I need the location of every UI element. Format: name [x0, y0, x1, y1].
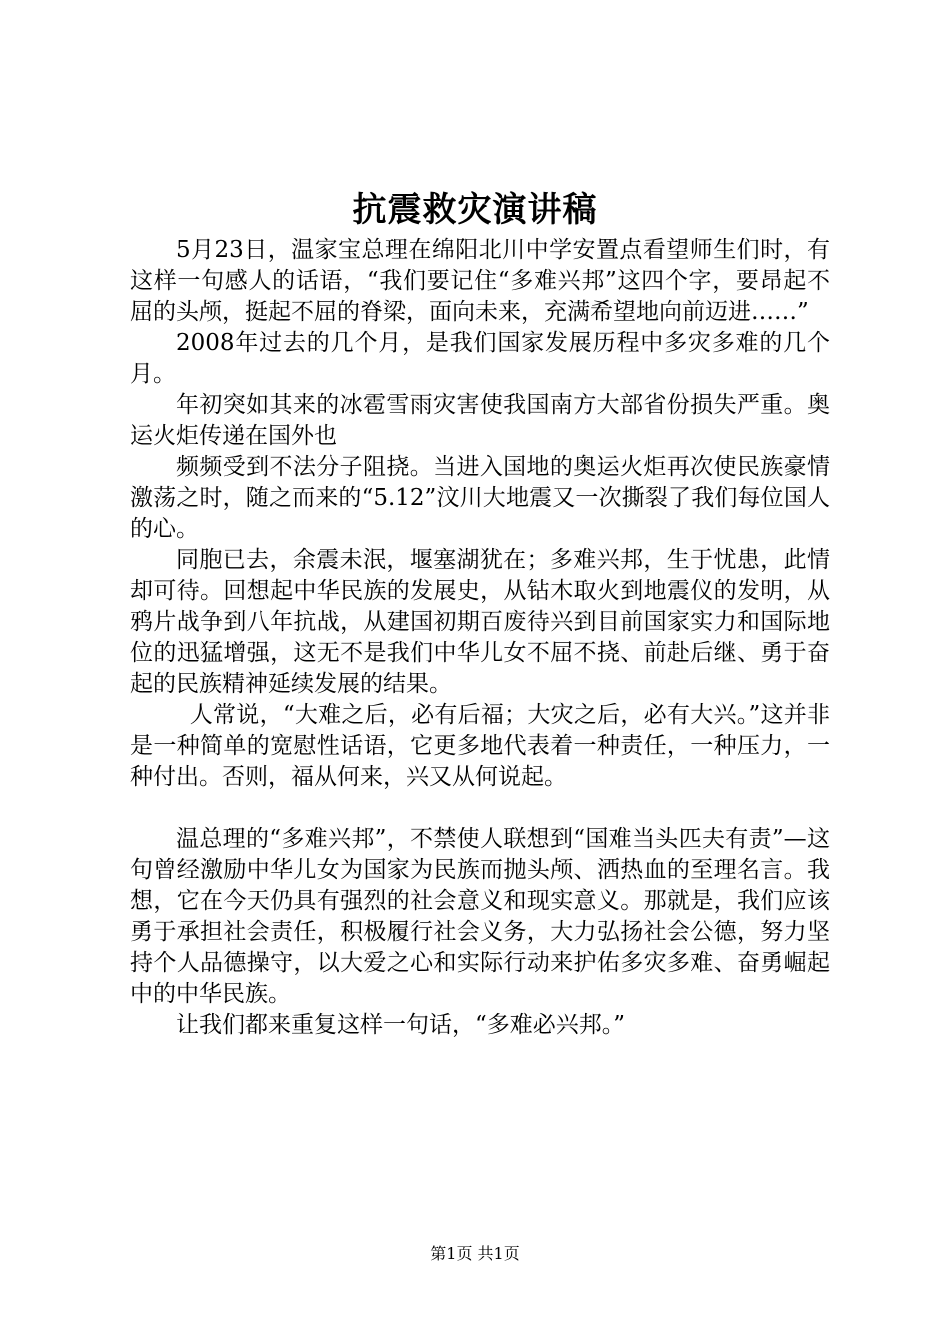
paragraph-5: 同胞已去，余震未泯，堰塞湖犹在；多难兴邦，生于忧患，此情却可待。回想起中华民族的发展史，从钻木取火到地震仪的发明，从鸦片战争到八年抗战，从建国初期百废待兴到目前国家实力和国际地位的迅猛增强，这无不是我们中华儿女不屈不挠、前赴后继、勇于奋起的民族精神延续发展的结果。	[130, 547, 830, 697]
document-body	[130, 235, 830, 1041]
paragraph-7: 温总理的“多难兴邦”，不禁使人联想到“国难当头匹夫有责”—这句曾经激励中华儿女为国家为民族而抛头颅、洒热血的至理名言。我想，它在今天仍具有强烈的社会意义和现实意义。那就是，我们应该勇于承担社会责任，积极履行社会义务，大力弘扬社会公德，努力坚持个人品德操守，以大爱之心和实际行动来护佑多灾多难、奋勇崛起中的中华民族。	[130, 826, 830, 1007]
paragraph-1: 5月23日，温家宝总理在绵阳北川中学安置点看望师生们时，有这样一句感人的话语，“我们要记住“多难兴邦”这四个字，要昂起不屈的头颅，挺起不屈的脊梁，面向未来，充满希望地向前迈进……”	[130, 237, 830, 325]
paragraph-6: 人常说，“大难之后，必有后福；大灾之后，必有大兴。”这并非是一种简单的宽慰性话语，它更多地代表着一种责任，一种压力，一种付出。否则，福从何来，兴又从何说起。	[130, 702, 830, 790]
document-title: 抗震救灾演讲稿	[352, 190, 598, 230]
paragraph-4: 频频受到不法分子阻挠。当进入国地的奥运火炬再次使民族豪情激荡之时，随之而来的“5.12”汶川大地震又一次撕裂了我们每位国人的心。	[130, 454, 830, 542]
paragraph-8: 让我们都来重复这样一句话，“多难必兴邦。”	[176, 1012, 626, 1038]
paragraph-2: 2008年过去的几个月，是我们国家发展历程中多灾多难的几个月。	[130, 330, 830, 387]
paragraph-gap	[130, 793, 830, 824]
paragraph-3: 年初突如其来的冰雹雪雨灾害使我国南方大部省份损失严重。奥运火炬传递在国外也	[130, 392, 830, 449]
page-footer: 第1页 共1页	[430, 1244, 520, 1263]
